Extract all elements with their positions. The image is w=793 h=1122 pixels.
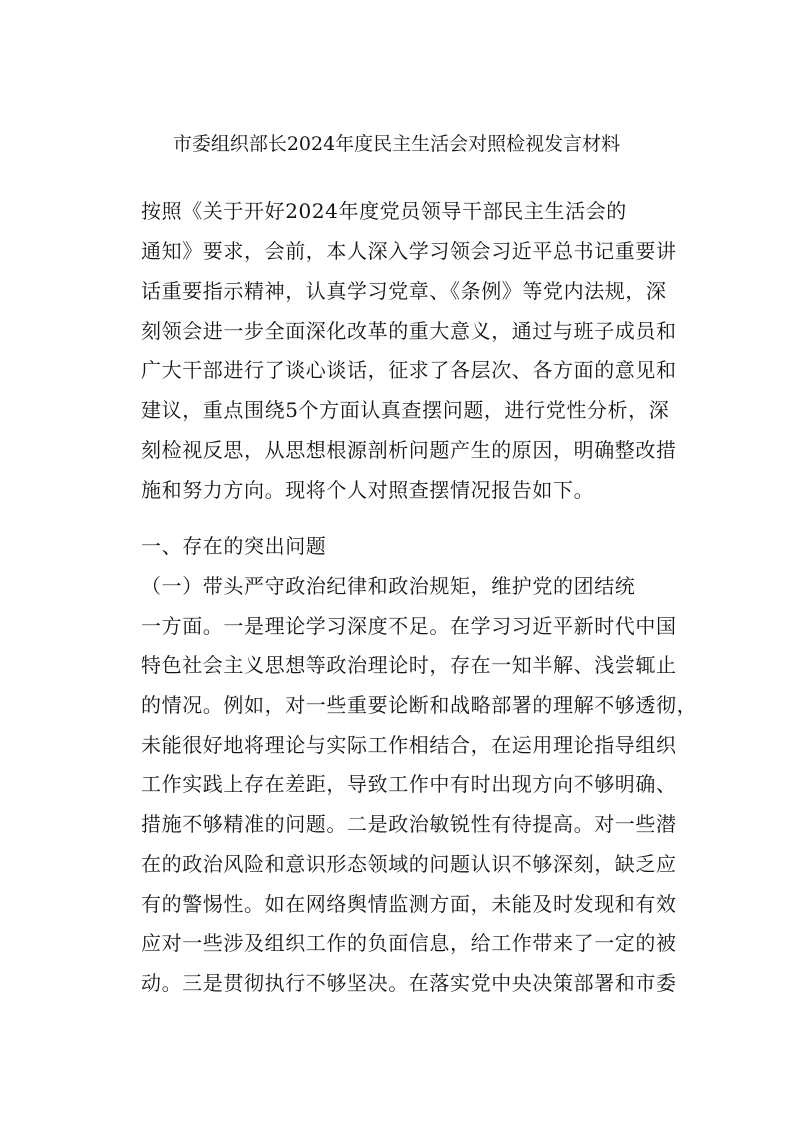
body-line: 刻检视反思，从思想根源剖析问题产生的原因，明确整改措: [141, 438, 677, 462]
body-line: （一）带头严守政治纪律和政治规矩，维护党的团结统: [141, 574, 636, 598]
section-heading: 一、存在的突出问题: [141, 534, 327, 558]
body-line: 话重要指示精神，认真学习党章、《条例》等党内法规，深: [141, 279, 667, 303]
body-line: 广大干部进行了谈心谈话，征求了各层次、各方面的意见和: [141, 358, 677, 382]
body-line: 应对一些涉及组织工作的负面信息，给工作带来了一定的被: [141, 931, 677, 955]
body-line: 有的警惕性。如在网络舆情监测方面，未能及时发现和有效: [141, 892, 677, 916]
body-line: 未能很好地将理论与实际工作相结合，在运用理论指导组织: [141, 733, 677, 757]
document-title: 市委组织部长2024年度民主生活会对照检视发言材料: [172, 133, 621, 155]
body-line: 施和努力方向。现将个人对照查摆情况报告如下。: [141, 478, 595, 502]
body-line: 的情况。例如，对一些重要论断和战略部署的理解不够透彻，: [141, 693, 698, 717]
body-line: 在的政治风险和意识形态领域的问题认识不够深刻，缺乏应: [141, 852, 677, 876]
body-line: 刻领会进一步全面深化改革的重大意义，通过与班子成员和: [141, 319, 677, 343]
body-line: 建议，重点围绕5个方面认真查摆问题，进行党性分析，深: [141, 398, 670, 422]
body-line: 工作实践上存在差距，导致工作中有时出现方向不够明确、: [141, 772, 677, 796]
body-line: 措施不够精准的问题。二是政治敏锐性有待提高。对一些潜: [141, 812, 677, 836]
body-line: 特色社会主义思想等政治理论时，存在一知半解、浅尝辄止: [141, 653, 677, 677]
body-line: 按照《关于开好2024年度党员领导干部民主生活会的: [141, 199, 627, 223]
body-line: 通知》要求，会前，本人深入学习领会习近平总书记重要讲: [141, 239, 677, 263]
body-line: 动。三是贯彻执行不够坚决。在落实党中央决策部署和市委: [141, 971, 677, 995]
body-line: 一方面。一是理论学习深度不足。在学习习近平新时代中国: [141, 614, 677, 638]
